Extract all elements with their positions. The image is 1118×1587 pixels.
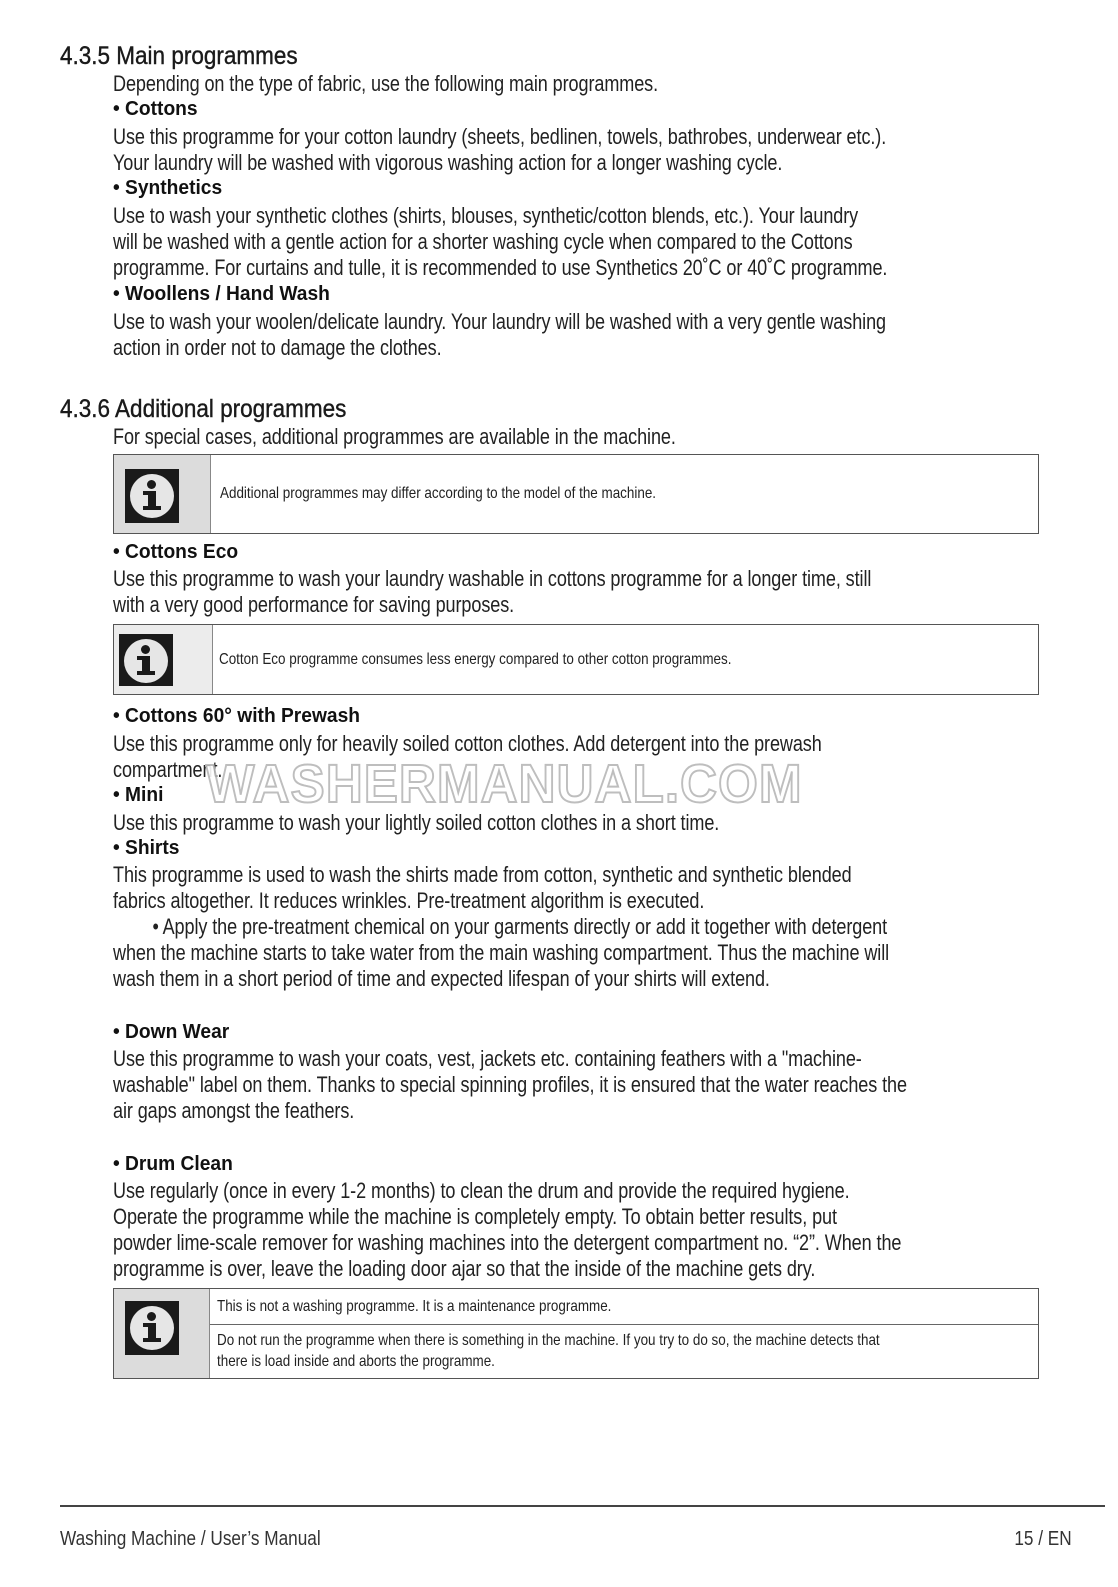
programme-title-cottons-60-prewash: • Cottons 60° with Prewash: [113, 705, 360, 727]
info-note-text: Cotton Eco programme consumes less energy compared to other cotton programmes.: [219, 651, 732, 668]
programme-desc-line: Use this programme to wash your lightly soiled cotton clothes in a short time.: [113, 810, 720, 835]
programme-desc-line: Use to wash your synthetic clothes (shirts, blouses, synthetic/cotton blends, etc.). Your laundry: [113, 203, 859, 228]
section-heading-main-programmes: 4.3.5 Main programmes: [60, 42, 298, 70]
info-note-box: [113, 624, 1039, 695]
programme-desc-line: Use this programme for your cotton laundry (sheets, bedlinen, towels, bathrobes, underwear etc.).: [113, 124, 887, 149]
programme-desc-line: Use this programme to wash your coats, vest, jackets etc. containing feathers with a "machine-: [113, 1046, 862, 1071]
programme-title-down-wear: • Down Wear: [113, 1021, 230, 1043]
programme-desc-line: when the machine starts to take water from the main washing compartment. Thus the machine will: [113, 940, 890, 965]
programme-desc-line: air gaps amongst the feathers.: [113, 1098, 355, 1123]
programme-desc-line: fabrics altogether. It reduces wrinkles. Pre-treatment algorithm is executed.: [113, 888, 705, 913]
section-intro-additional: For special cases, additional programmes are available in the machine.: [113, 424, 676, 449]
footer-manual-title: Washing Machine / User’s Manual: [60, 1528, 321, 1550]
programme-desc-line: with a very good performance for saving purposes.: [113, 592, 515, 617]
programme-title-woollens: • Woollens / Hand Wash: [113, 283, 330, 305]
section-heading-additional-programmes: 4.3.6 Additional programmes: [60, 395, 347, 423]
programme-desc-line: Operate the programme while the machine is completely empty. To obtain better results, put: [113, 1204, 837, 1229]
programme-desc-line: Use to wash your woolen/delicate laundry. Your laundry will be washed with a very gentle washing: [113, 309, 886, 334]
programme-desc-line: programme. For curtains and tulle, it is recommended to use Synthetics 20˚C or 40˚C programme.: [113, 255, 888, 280]
note-row-divider: [210, 1324, 1038, 1325]
footer-divider: [60, 1505, 1105, 1507]
info-icon: [119, 634, 173, 686]
footer-page-number: 15 / EN: [1014, 1528, 1072, 1550]
programme-desc-line: action in order not to damage the clothes.: [113, 335, 442, 360]
info-icon: [125, 469, 179, 523]
programme-desc-line: Your laundry will be washed with vigorous washing action for a longer washing cycle.: [113, 150, 783, 175]
info-icon: [125, 1301, 179, 1355]
info-note-text: Do not run the programme when there is something in the machine. If you try to do so, the machine detects that: [217, 1332, 880, 1349]
watermark-text: WASHERMANUAL.COM: [206, 754, 803, 814]
programme-desc-line: • Apply the pre-treatment chemical on your garments directly or add it together with detergent: [113, 914, 888, 939]
programme-title-synthetics: • Synthetics: [113, 177, 223, 199]
section-intro-main: Depending on the type of fabric, use the following main programmes.: [113, 71, 659, 96]
programme-title-cottons: • Cottons: [113, 98, 198, 120]
programme-desc-line: powder lime-scale remover for washing machines into the detergent compartment no. “2”. When the: [113, 1230, 902, 1255]
info-note-text: there is load inside and aborts the programme.: [217, 1353, 495, 1370]
programme-title-drum-clean: • Drum Clean: [113, 1153, 233, 1175]
programme-desc-line: Use this programme to wash your laundry washable in cottons programme for a longer time, still: [113, 566, 872, 591]
info-note-box: [113, 1288, 1039, 1379]
programme-title-mini: • Mini: [113, 784, 164, 806]
programme-title-cottons-eco: • Cottons Eco: [113, 541, 239, 563]
info-note-text: This is not a washing programme. It is a maintenance programme.: [217, 1298, 612, 1315]
info-note-text: Additional programmes may differ according to the model of the machine.: [220, 485, 657, 502]
programme-desc-line: Use regularly (once in every 1-2 months) to clean the drum and provide the required hygiene.: [113, 1178, 850, 1203]
programme-desc-line: washable" label on them. Thanks to special spinning profiles, it is ensured that the water reaches the: [113, 1072, 907, 1097]
programme-desc-line: programme is over, leave the loading door ajar so that the inside of the machine gets dry.: [113, 1256, 816, 1281]
programme-desc-line: Use this programme only for heavily soiled cotton clothes. Add detergent into the prewash: [113, 731, 822, 756]
programme-desc-line: wash them in a short period of time and expected lifespan of your shirts will extend.: [113, 966, 770, 991]
info-note-box: [113, 454, 1039, 534]
programme-desc-line: This programme is used to wash the shirts made from cotton, synthetic and synthetic blended: [113, 862, 852, 887]
programme-desc-line: compartment.: [113, 757, 223, 782]
programme-title-shirts: • Shirts: [113, 837, 180, 859]
programme-desc-line: will be washed with a gentle action for a shorter washing cycle when compared to the Cottons: [113, 229, 853, 254]
